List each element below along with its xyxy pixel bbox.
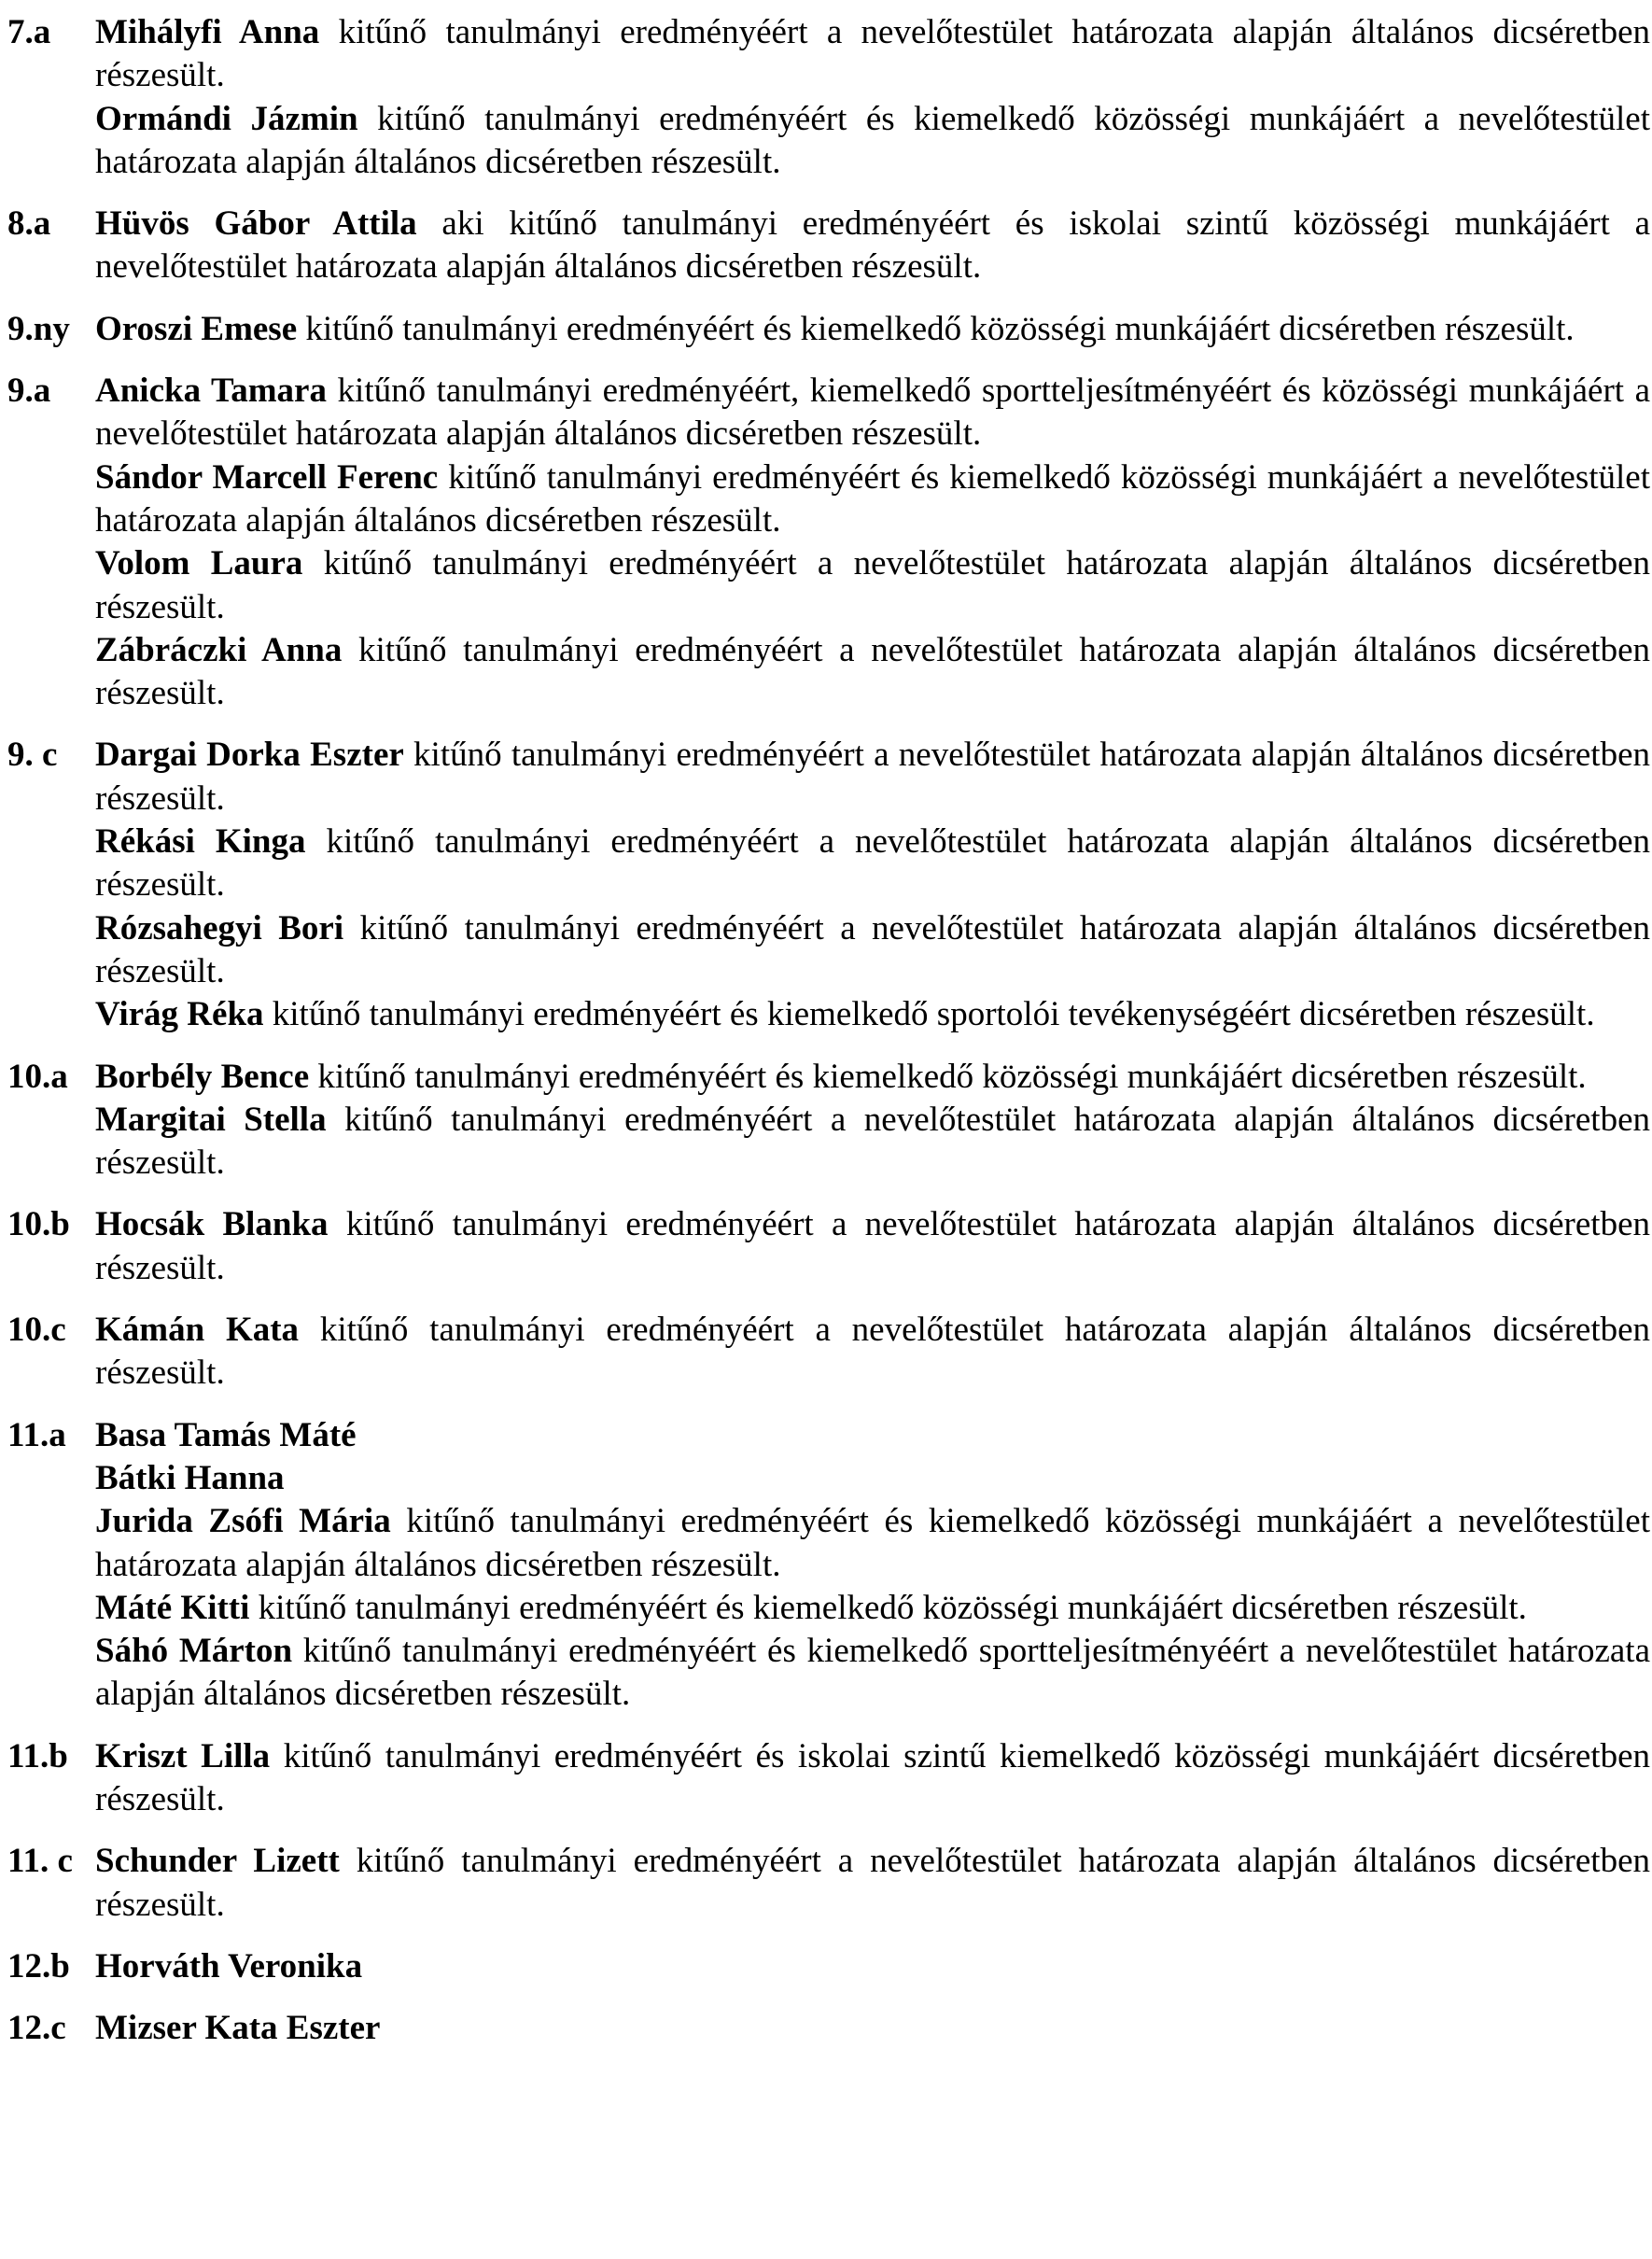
student-name: Bátki Hanna xyxy=(95,1458,285,1497)
student-name: Borbély Bence xyxy=(95,1057,310,1096)
student-name: Horváth Veronika xyxy=(95,1946,363,1985)
student-entry xyxy=(95,542,1650,629)
award-text: kitűnő tanulmányi eredményéért és kiemelkedő közösségi munkájáért dicséretben részesült. xyxy=(258,1588,1527,1627)
student-name: Mihályfi Anna xyxy=(95,13,320,51)
student-entry xyxy=(95,456,1650,543)
award-text: kitűnő tanulmányi eredményéért és kiemelkedő közösségi munkájáért a nevelőtestület határozata alapján általános dicséretben részesült. xyxy=(95,1502,1650,1584)
class-label: 9.ny xyxy=(7,309,70,348)
award-text: kitűnő tanulmányi eredményéért a nevelőtestület határozata alapján általános dicséretben részesült. xyxy=(95,736,1651,818)
award-text: kitűnő tanulmányi eredményéért és kiemelkedő közösségi munkájáért a nevelőtestület határozata alapján általános dicséretben részesült. xyxy=(95,99,1651,181)
document-page xyxy=(7,11,1650,2069)
class-group-11a xyxy=(7,1414,1650,1717)
entries xyxy=(95,1414,1650,1717)
class-group-9a xyxy=(7,370,1650,715)
entries xyxy=(95,308,1650,351)
student-name: Virág Réka xyxy=(95,995,264,1034)
award-text: kitűnő tanulmányi eredményéért és kiemelkedő sportteljesítményéért a nevelőtestület határozata alapján általános dicséretben részesült. xyxy=(95,1632,1650,1714)
award-text: kitűnő tanulmányi eredményéért a nevelőtestület határozata alapján általános dicséretben részesült. xyxy=(95,1842,1651,1924)
class-label: 10.b xyxy=(7,1205,70,1244)
class-group-11c xyxy=(7,1840,1650,1927)
student-name: Mizser Kata Eszter xyxy=(95,2009,381,2048)
entries xyxy=(95,734,1650,1036)
award-text: kitűnő tanulmányi eredményéért a nevelőtestület határozata alapján általános dicséretben részesült. xyxy=(95,630,1650,713)
entries xyxy=(95,370,1650,715)
class-label: 11. c xyxy=(7,1842,73,1881)
student-entry xyxy=(95,821,1650,907)
class-label: 9.a xyxy=(7,372,51,411)
student-entry xyxy=(95,2007,1650,2050)
student-name: Volom Laura xyxy=(95,544,303,583)
award-text: kitűnő tanulmányi eredményéért a nevelőtestület határozata alapján általános dicséretben részesült. xyxy=(95,1311,1651,1393)
class-group-9ny xyxy=(7,308,1650,351)
student-entry xyxy=(95,1056,1650,1099)
entries xyxy=(95,1309,1650,1396)
student-entry xyxy=(95,1309,1650,1396)
student-entry xyxy=(95,1099,1650,1186)
student-entry xyxy=(95,370,1650,456)
entries xyxy=(95,1056,1650,1186)
student-entry xyxy=(95,1735,1650,1822)
entries xyxy=(95,1203,1650,1290)
student-name: Zábráczki Anna xyxy=(95,630,343,669)
class-label: 11.b xyxy=(7,1736,68,1775)
student-entry xyxy=(95,993,1650,1036)
student-entry xyxy=(95,1840,1650,1927)
student-entry xyxy=(95,1945,1650,1988)
class-group-11b xyxy=(7,1735,1650,1822)
award-text: kitűnő tanulmányi eredményéért és kiemelkedő közösségi munkájáért dicséretben részesült. xyxy=(317,1057,1587,1096)
award-text: kitűnő tanulmányi eredményéért és iskolai szintű kiemelkedő közösségi munkájáért dicséretben részesült. xyxy=(95,1736,1650,1818)
class-label: 10.c xyxy=(7,1311,66,1350)
class-label: 12.b xyxy=(7,1946,70,1985)
student-name: Kámán Kata xyxy=(95,1311,300,1350)
student-name: Dargai Dorka Eszter xyxy=(95,736,404,775)
award-text: kitűnő tanulmányi eredményéért a nevelőtestület határozata alapján általános dicséretben részesült. xyxy=(95,908,1651,990)
class-label: 11.a xyxy=(7,1415,66,1454)
class-label: 12.c xyxy=(7,2009,66,2048)
student-name: Rékási Kinga xyxy=(95,822,306,862)
student-entry xyxy=(95,1500,1650,1587)
award-text: kitűnő tanulmányi eredményéért a nevelőtestület határozata alapján általános dicséretben részesült. xyxy=(95,1205,1650,1287)
student-name: Margitai Stella xyxy=(95,1100,327,1139)
class-group-12b xyxy=(7,1945,1650,1988)
student-name: Rózsahegyi Bori xyxy=(95,908,344,947)
student-entry xyxy=(95,907,1650,994)
student-name: Basa Tamás Máté xyxy=(95,1415,357,1454)
student-entry xyxy=(95,1203,1650,1290)
entries xyxy=(95,1945,1650,1988)
student-entry xyxy=(95,308,1650,351)
class-label: 7.a xyxy=(7,13,51,51)
student-entry xyxy=(95,11,1650,98)
award-text: kitűnő tanulmányi eredményéért a nevelőtestület határozata alapján általános dicséretben részesült. xyxy=(95,822,1651,905)
student-name: Hüvös Gábor Attila xyxy=(95,204,417,244)
entries xyxy=(95,1735,1650,1822)
class-label: 10.a xyxy=(7,1057,68,1096)
entries xyxy=(95,2007,1650,2050)
student-entry xyxy=(95,629,1650,716)
award-text: kitűnő tanulmányi eredményéért és kiemelkedő közösségi munkájáért a nevelőtestület határozata alapján általános dicséretben részesült. xyxy=(95,457,1651,540)
student-entry xyxy=(95,1630,1650,1717)
student-entry xyxy=(95,734,1650,821)
entries xyxy=(95,1840,1650,1927)
award-text: kitűnő tanulmányi eredményéért a nevelőtestület határozata alapján általános dicséretben részesült. xyxy=(95,13,1650,95)
student-name: Oroszi Emese xyxy=(95,309,298,348)
class-label: 9. c xyxy=(7,736,58,775)
class-group-10c xyxy=(7,1309,1650,1396)
student-entry xyxy=(95,1587,1650,1630)
class-label: 8.a xyxy=(7,204,51,244)
class-group-8a xyxy=(7,203,1650,289)
entries xyxy=(95,11,1650,184)
class-group-12c xyxy=(7,2007,1650,2050)
class-group-9c xyxy=(7,734,1650,1036)
award-text: kitűnő tanulmányi eredményéért a nevelőtestület határozata alapján általános dicséretben részesült. xyxy=(95,544,1651,626)
student-name: Anicka Tamara xyxy=(95,372,327,411)
student-name: Schunder Lizett xyxy=(95,1842,340,1881)
award-text: kitűnő tanulmányi eredményéért a nevelőtestület határozata alapján általános dicséretben részesült. xyxy=(95,1100,1650,1183)
student-name: Sándor Marcell Ferenc xyxy=(95,457,439,497)
student-name: Máté Kitti xyxy=(95,1588,250,1627)
class-group-7a xyxy=(7,11,1650,184)
student-name: Jurida Zsófi Mária xyxy=(95,1502,391,1541)
student-entry xyxy=(95,98,1650,185)
class-group-10b xyxy=(7,1203,1650,1290)
award-text: kitűnő tanulmányi eredményéért, kiemelkedő sportteljesítményéért és közösségi munkájáért a nevelőtestület határozata alapján általános dicséretben részesült. xyxy=(95,372,1651,454)
award-text: aki kitűnő tanulmányi eredményéért és iskolai szintű közösségi munkájáért a nevelőtestület határozata alapján általános dicséretben részesült. xyxy=(95,204,1651,287)
class-group-10a xyxy=(7,1056,1650,1186)
student-entry xyxy=(95,203,1650,289)
award-text: kitűnő tanulmányi eredményéért és kiemelkedő közösségi munkájáért dicséretben részesült. xyxy=(305,309,1575,348)
student-name: Ormándi Jázmin xyxy=(95,99,358,138)
student-entry xyxy=(95,1457,1650,1500)
student-name: Hocsák Blanka xyxy=(95,1205,329,1244)
entries xyxy=(95,203,1650,289)
student-name: Sáhó Márton xyxy=(95,1632,293,1671)
student-name: Kriszt Lilla xyxy=(95,1736,271,1775)
student-entry xyxy=(95,1414,1650,1457)
award-text: kitűnő tanulmányi eredményéért és kiemelkedő sportolói tevékenységéért dicséretben részesült. xyxy=(272,995,1595,1034)
